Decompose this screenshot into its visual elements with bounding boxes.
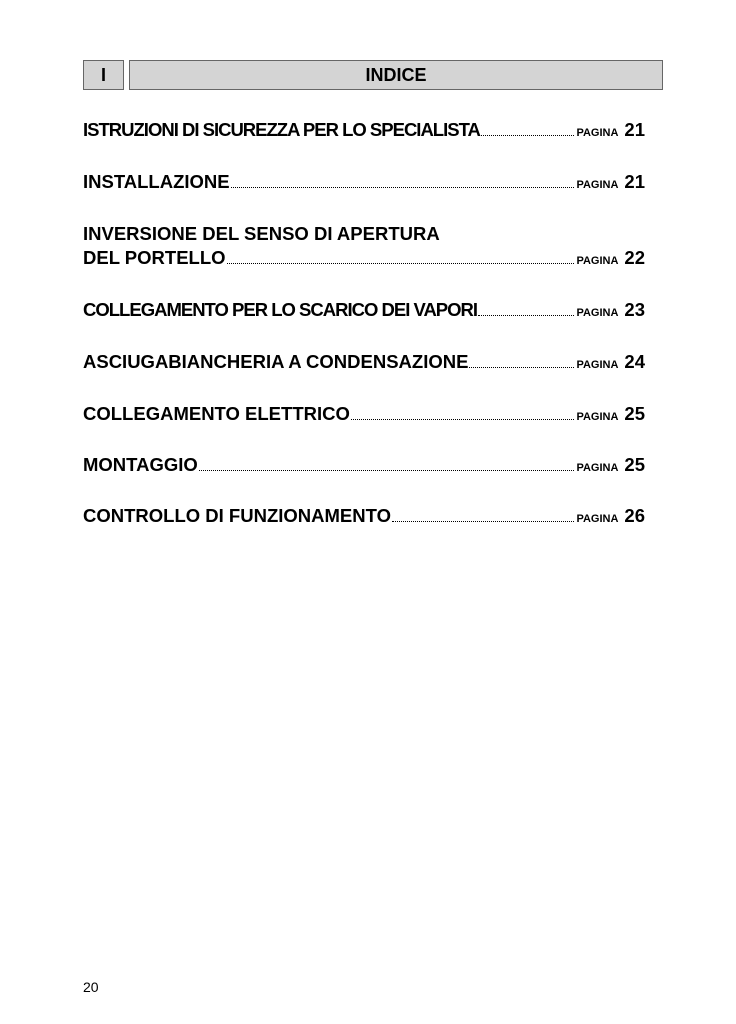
dot-leader [227, 262, 575, 264]
pagina-label: PAGINA [576, 513, 619, 525]
toc-entry-label: COLLEGAMENTO ELETTRICO [83, 403, 350, 424]
toc-page-number: 25 [624, 403, 645, 424]
toc-page-number: 23 [624, 299, 645, 320]
pagina-label: PAGINA [576, 127, 619, 139]
toc-entry-function-check[interactable] [83, 504, 645, 531]
toc-page-number: 21 [624, 171, 645, 192]
toc-page-number: 21 [624, 119, 645, 140]
toc-entry-label: CONTROLLO DI FUNZIONAMENTO [83, 505, 391, 526]
toc-entry-label: ASCIUGABIANCHERIA A CONDENSAZIONE [83, 351, 469, 372]
toc-entry-label: INSTALLAZIONE [83, 171, 230, 192]
toc-entry-label-line1: INVERSIONE DEL SENSO DI APERTURA [83, 223, 440, 244]
pagina-label: PAGINA [576, 255, 619, 267]
dot-leader [199, 469, 575, 471]
page-title: INDICE [129, 60, 663, 90]
toc-entry-label: ISTRUZIONI DI SICUREZZA PER LO SPECIALISTA [83, 119, 480, 140]
toc-entry-assembly[interactable] [83, 453, 645, 480]
toc-entry-electrical[interactable] [83, 402, 645, 429]
table-of-contents [83, 118, 645, 531]
dot-leader [469, 366, 574, 368]
language-code-box: I [83, 60, 124, 90]
toc-page-number: 26 [624, 505, 645, 526]
pagina-label: PAGINA [576, 307, 619, 319]
toc-page-number: 24 [624, 351, 645, 372]
toc-entry-label: COLLEGAMENTO PER LO SCARICO DEI VAPORI [83, 299, 478, 320]
toc-entry-safety[interactable] [83, 118, 645, 145]
toc-entry-door-reversal[interactable] [83, 222, 645, 273]
dot-leader [478, 314, 574, 316]
dot-leader [231, 186, 575, 188]
toc-page-number: 25 [624, 454, 645, 475]
pagina-label: PAGINA [576, 462, 619, 474]
toc-entry-vapour-exhaust[interactable] [83, 298, 645, 325]
pagina-label: PAGINA [576, 179, 619, 191]
toc-entry-installation[interactable] [83, 170, 645, 197]
pagina-label: PAGINA [576, 411, 619, 423]
footer-page-number: 20 [83, 979, 99, 995]
dot-leader [392, 520, 574, 522]
dot-leader [481, 134, 575, 136]
pagina-label: PAGINA [576, 359, 619, 371]
toc-entry-label: DEL PORTELLO [83, 247, 226, 268]
section-header [83, 60, 663, 90]
toc-page-number: 22 [624, 247, 645, 268]
toc-entry-condenser-dryer[interactable] [83, 350, 645, 377]
dot-leader [351, 418, 575, 420]
toc-entry-label: MONTAGGIO [83, 454, 198, 475]
